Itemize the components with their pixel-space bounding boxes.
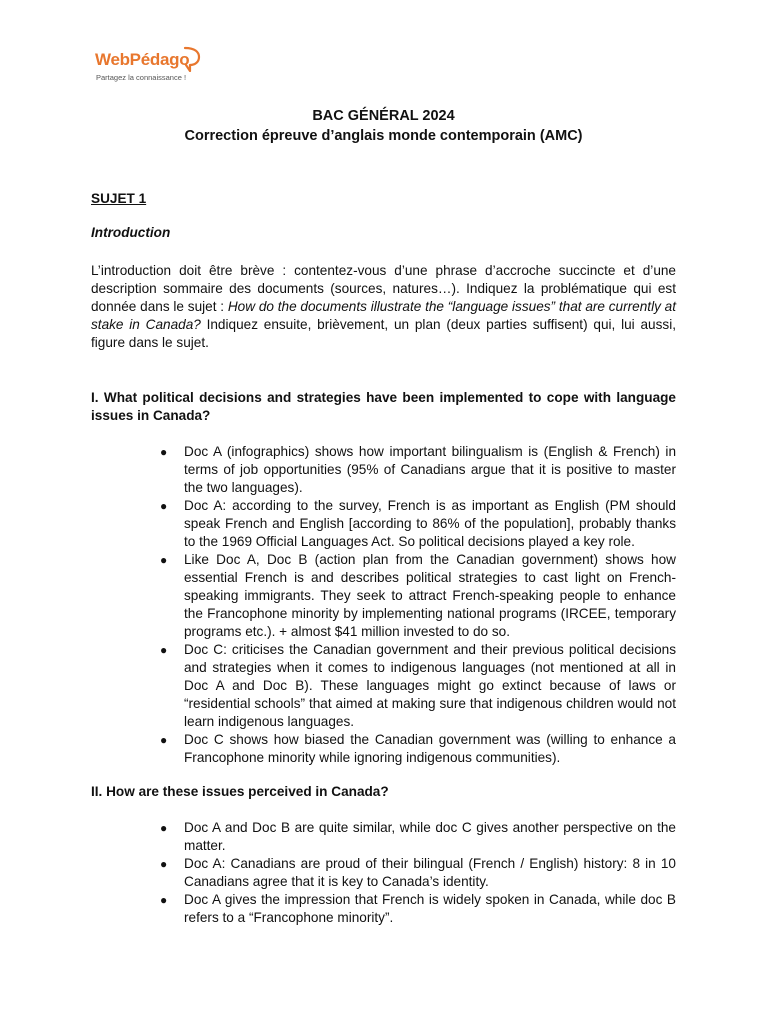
section-1-list — [91, 443, 676, 767]
bullet-icon: ● — [160, 643, 168, 657]
section-1-heading: I. What political decisions and strategies have been implemented to cope with language issues in Canada? — [91, 390, 676, 423]
list-item-text: Doc C shows how biased the Canadian government was (willing to enhance a Francophone minority while ignoring indigenous communities). — [184, 732, 676, 765]
logo-tagline: Partagez la connaissance ! — [96, 73, 187, 82]
section-2-list — [91, 819, 676, 927]
bullet-icon: ● — [160, 499, 168, 513]
list-item — [91, 641, 676, 731]
list-item-text: Doc A and Doc B are quite similar, while doc C gives another perspective on the matter. — [184, 820, 676, 853]
intro-text-before: L’introduction doit être brève : contentez-vous d’une phrase d’accroche succincte et d’une description sommaire des documents (sources, natures…). Indiquez la problématique qui est donnée dans le sujet : — [91, 263, 676, 314]
list-item-text: Like Doc A, Doc B (action plan from the Canadian government) shows how essential French is and describes political strategies to cast light on French-speaking immigrants. They seek to attract French-speaking people to enhance the Francophone minority by implementing national programs (IRCEE, temporary programs etc.). + almost $41 million invested to do so. — [184, 552, 676, 639]
speech-bubble-icon — [181, 46, 201, 72]
intro-paragraph — [91, 262, 676, 352]
list-item — [91, 891, 676, 927]
list-item-text: Doc A: Canadians are proud of their bilingual (French / English) history: 8 in 10 Canadians agree that it is key to Canada’s identity. — [184, 856, 676, 889]
logo-name: WebPédago — [95, 50, 190, 69]
list-item — [91, 551, 676, 641]
document-page — [91, 106, 676, 927]
list-item — [91, 731, 676, 767]
list-item — [91, 819, 676, 855]
page-subtitle: Correction épreuve d’anglais monde contemporain (AMC) — [184, 128, 583, 144]
webpedago-logo — [95, 50, 205, 86]
bullet-icon: ● — [160, 857, 168, 871]
bullet-icon: ● — [160, 821, 168, 835]
sujet-heading: SUJET 1 — [91, 191, 147, 206]
list-item-text: Doc C: criticises the Canadian government and their previous political decisions and strategies when it comes to indigenous languages (not mentioned at all in Doc A and Doc B). These languages might go extinct because of laws or “residential schools” that aimed at making sure that indigenous children would not learn indigenous languages. — [184, 642, 676, 729]
list-item-text: Doc A gives the impression that French is widely spoken in Canada, while doc B refers to a “Francophone minority”. — [184, 892, 676, 925]
list-item — [91, 855, 676, 891]
page-title: BAC GÉNÉRAL 2024 — [312, 108, 455, 124]
section-2-heading: II. How are these issues perceived in Canada? — [91, 784, 389, 799]
list-item-text: Doc A: according to the survey, French is as important as English (PM should speak French and English [according to 86% of the population], probably thanks to the 1969 Official Languages Act. So political decisions played a key role. — [184, 498, 676, 549]
bullet-icon: ● — [160, 893, 168, 907]
intro-heading: Introduction — [91, 225, 171, 240]
list-item — [91, 497, 676, 551]
bullet-icon: ● — [160, 733, 168, 747]
bullet-icon: ● — [160, 553, 168, 567]
list-item-text: Doc A (infographics) shows how important bilingualism is (English & French) in terms of job opportunities (95% of Canadians argue that it is positive to master the two languages). — [184, 444, 676, 495]
intro-text-after: Indiquez ensuite, brièvement, un plan (deux parties suffisent) qui, lui aussi, figure dans le sujet. — [91, 317, 676, 350]
intro-question: How do the documents illustrate the “language issues” that are currently at stake in Canada? — [91, 299, 677, 332]
list-item — [91, 443, 676, 497]
bullet-icon: ● — [160, 445, 168, 459]
